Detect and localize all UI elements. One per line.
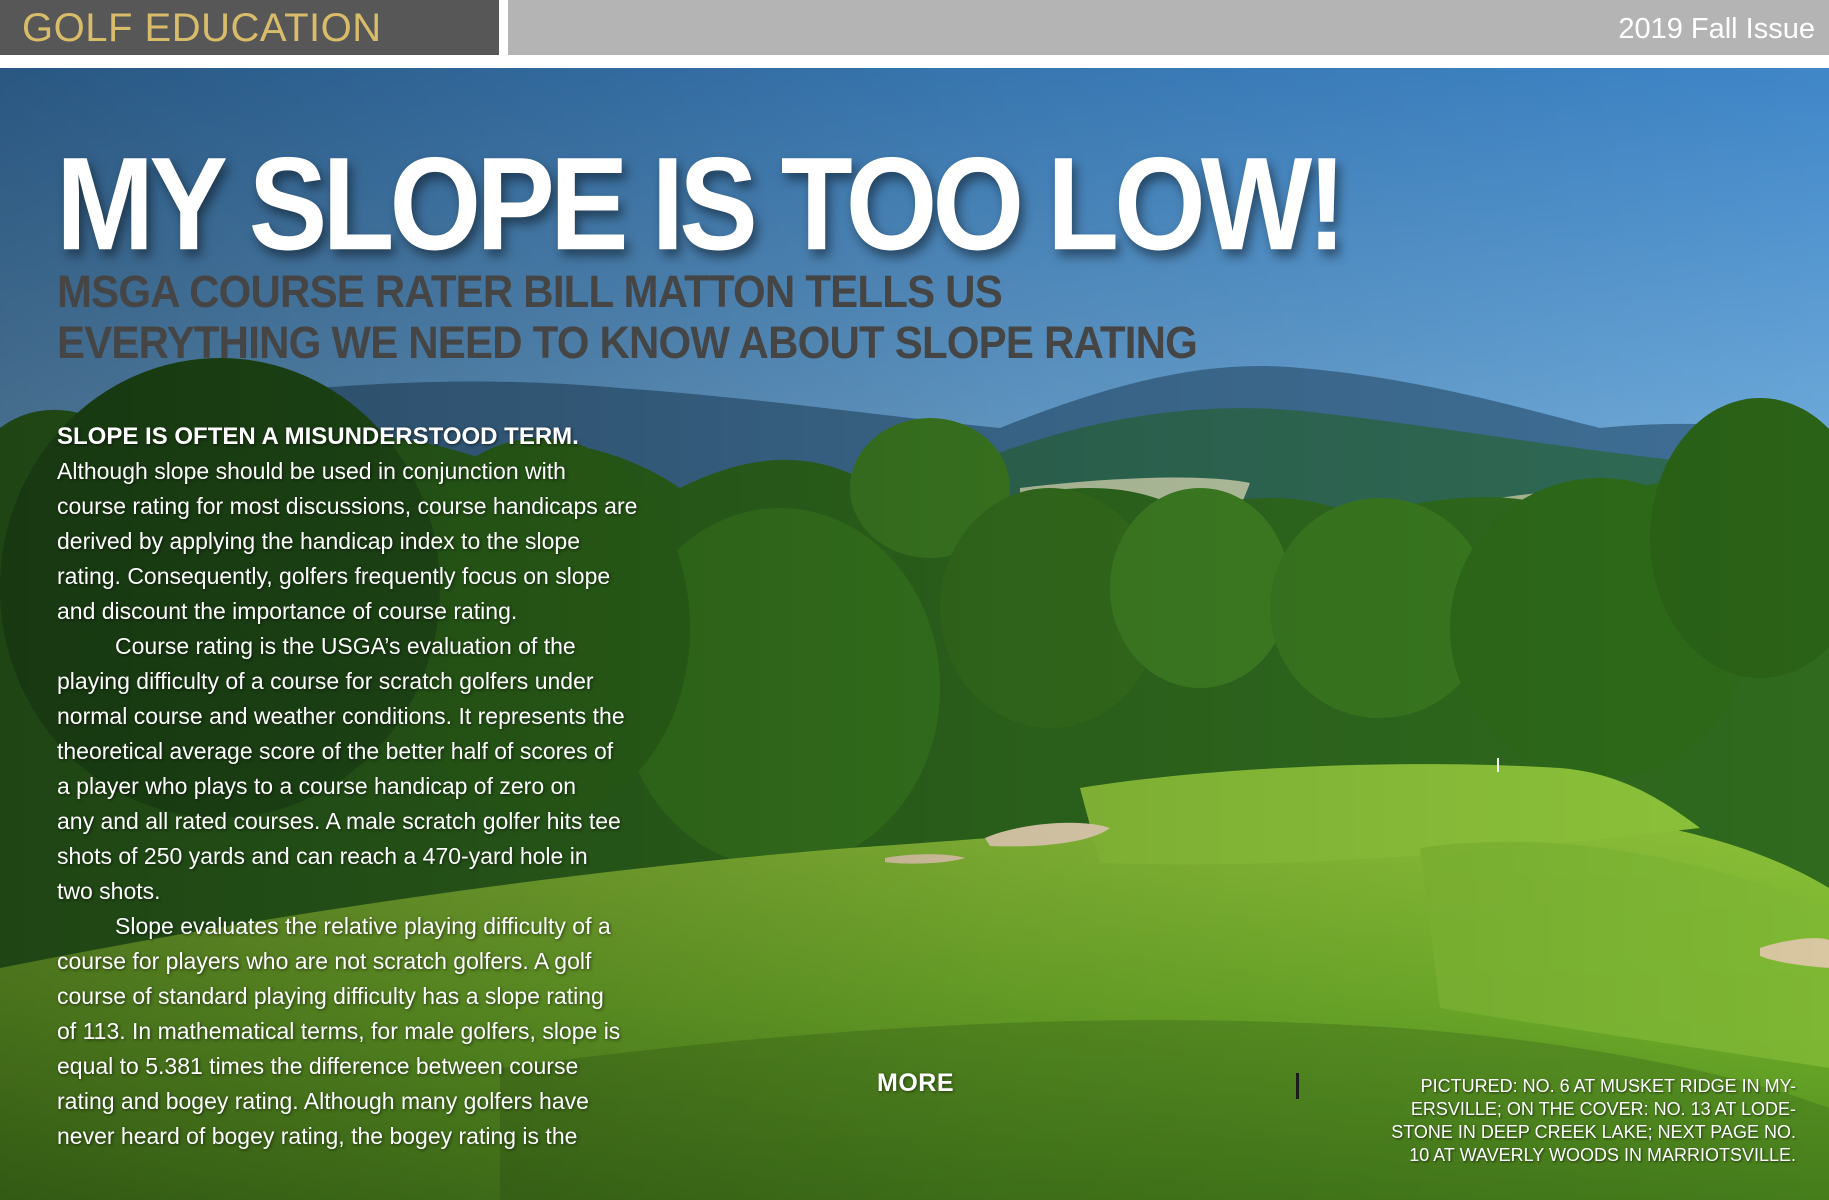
body-line: course of standard playing difficulty has a slope rating [57, 983, 604, 1009]
subheadline-line: EVERYTHING WE NEED TO KNOW ABOUT SLOPE RATING [57, 316, 1198, 368]
subheadline [57, 266, 1198, 368]
body-line: Course rating is the USGA’s evaluation of the [115, 633, 576, 659]
body-line: rating and bogey rating. Although many golfers have [57, 1088, 589, 1114]
body-line: any and all rated courses. A male scratch golfer hits tee [57, 808, 621, 834]
lead-in: SLOPE IS OFTEN A MISUNDERSTOOD TERM. [57, 423, 579, 450]
headline: MY SLOPE IS TOO LOW! [56, 130, 1342, 279]
photo-caption [1336, 1075, 1796, 1167]
body-line: never heard of bogey rating, the bogey rating is the [57, 1123, 578, 1149]
body-line: rating. Consequently, golfers frequently focus on slope [57, 563, 611, 589]
body-line: Although slope should be used in conjunction with [57, 458, 566, 484]
body-line: playing difficulty of a course for scratch golfers under [57, 668, 594, 694]
issue-banner [508, 0, 1829, 55]
body-line: theoretical average score of the better half of scores of [57, 738, 614, 764]
body-line: course rating for most discussions, course handicaps are [57, 493, 638, 519]
caption-line: PICTURED: NO. 6 AT MUSKET RIDGE IN MY- [1420, 1076, 1796, 1096]
body-line: of 113. In mathematical terms, for male golfers, slope is [57, 1018, 621, 1044]
caption-line: 10 AT WAVERLY WOODS IN MARRIOTSVILLE. [1409, 1145, 1796, 1165]
article-body [57, 420, 657, 1154]
subheadline-line: MSGA COURSE RATER BILL MATTON TELLS US [57, 266, 1002, 317]
body-line: shots of 250 yards and can reach a 470-yard hole in [57, 843, 588, 869]
caption-line: STONE IN DEEP CREEK LAKE; NEXT PAGE NO. [1391, 1122, 1796, 1142]
issue-label: 2019 Fall Issue [1618, 13, 1815, 45]
more-link[interactable]: MORE [877, 1069, 954, 1097]
body-line: equal to 5.381 times the difference between course [57, 1053, 579, 1079]
body-line: derived by applying the handicap index to the slope [57, 528, 580, 554]
body-text [57, 454, 657, 1154]
body-line: two shots. [57, 878, 161, 904]
section-label: GOLF EDUCATION [22, 6, 382, 50]
body-line: Slope evaluates the relative playing difficulty of a [115, 913, 611, 939]
body-line: course for players who are not scratch golfers. A golf [57, 948, 592, 974]
body-line: normal course and weather conditions. It represents the [57, 703, 625, 729]
top-bar [0, 0, 1829, 68]
body-line: a player who plays to a course handicap of zero on [57, 773, 577, 799]
caption-line: ERSVILLE; ON THE COVER: NO. 13 AT LODE- [1410, 1099, 1796, 1119]
body-line: and discount the importance of course rating. [57, 598, 518, 624]
section-tab [0, 0, 499, 55]
